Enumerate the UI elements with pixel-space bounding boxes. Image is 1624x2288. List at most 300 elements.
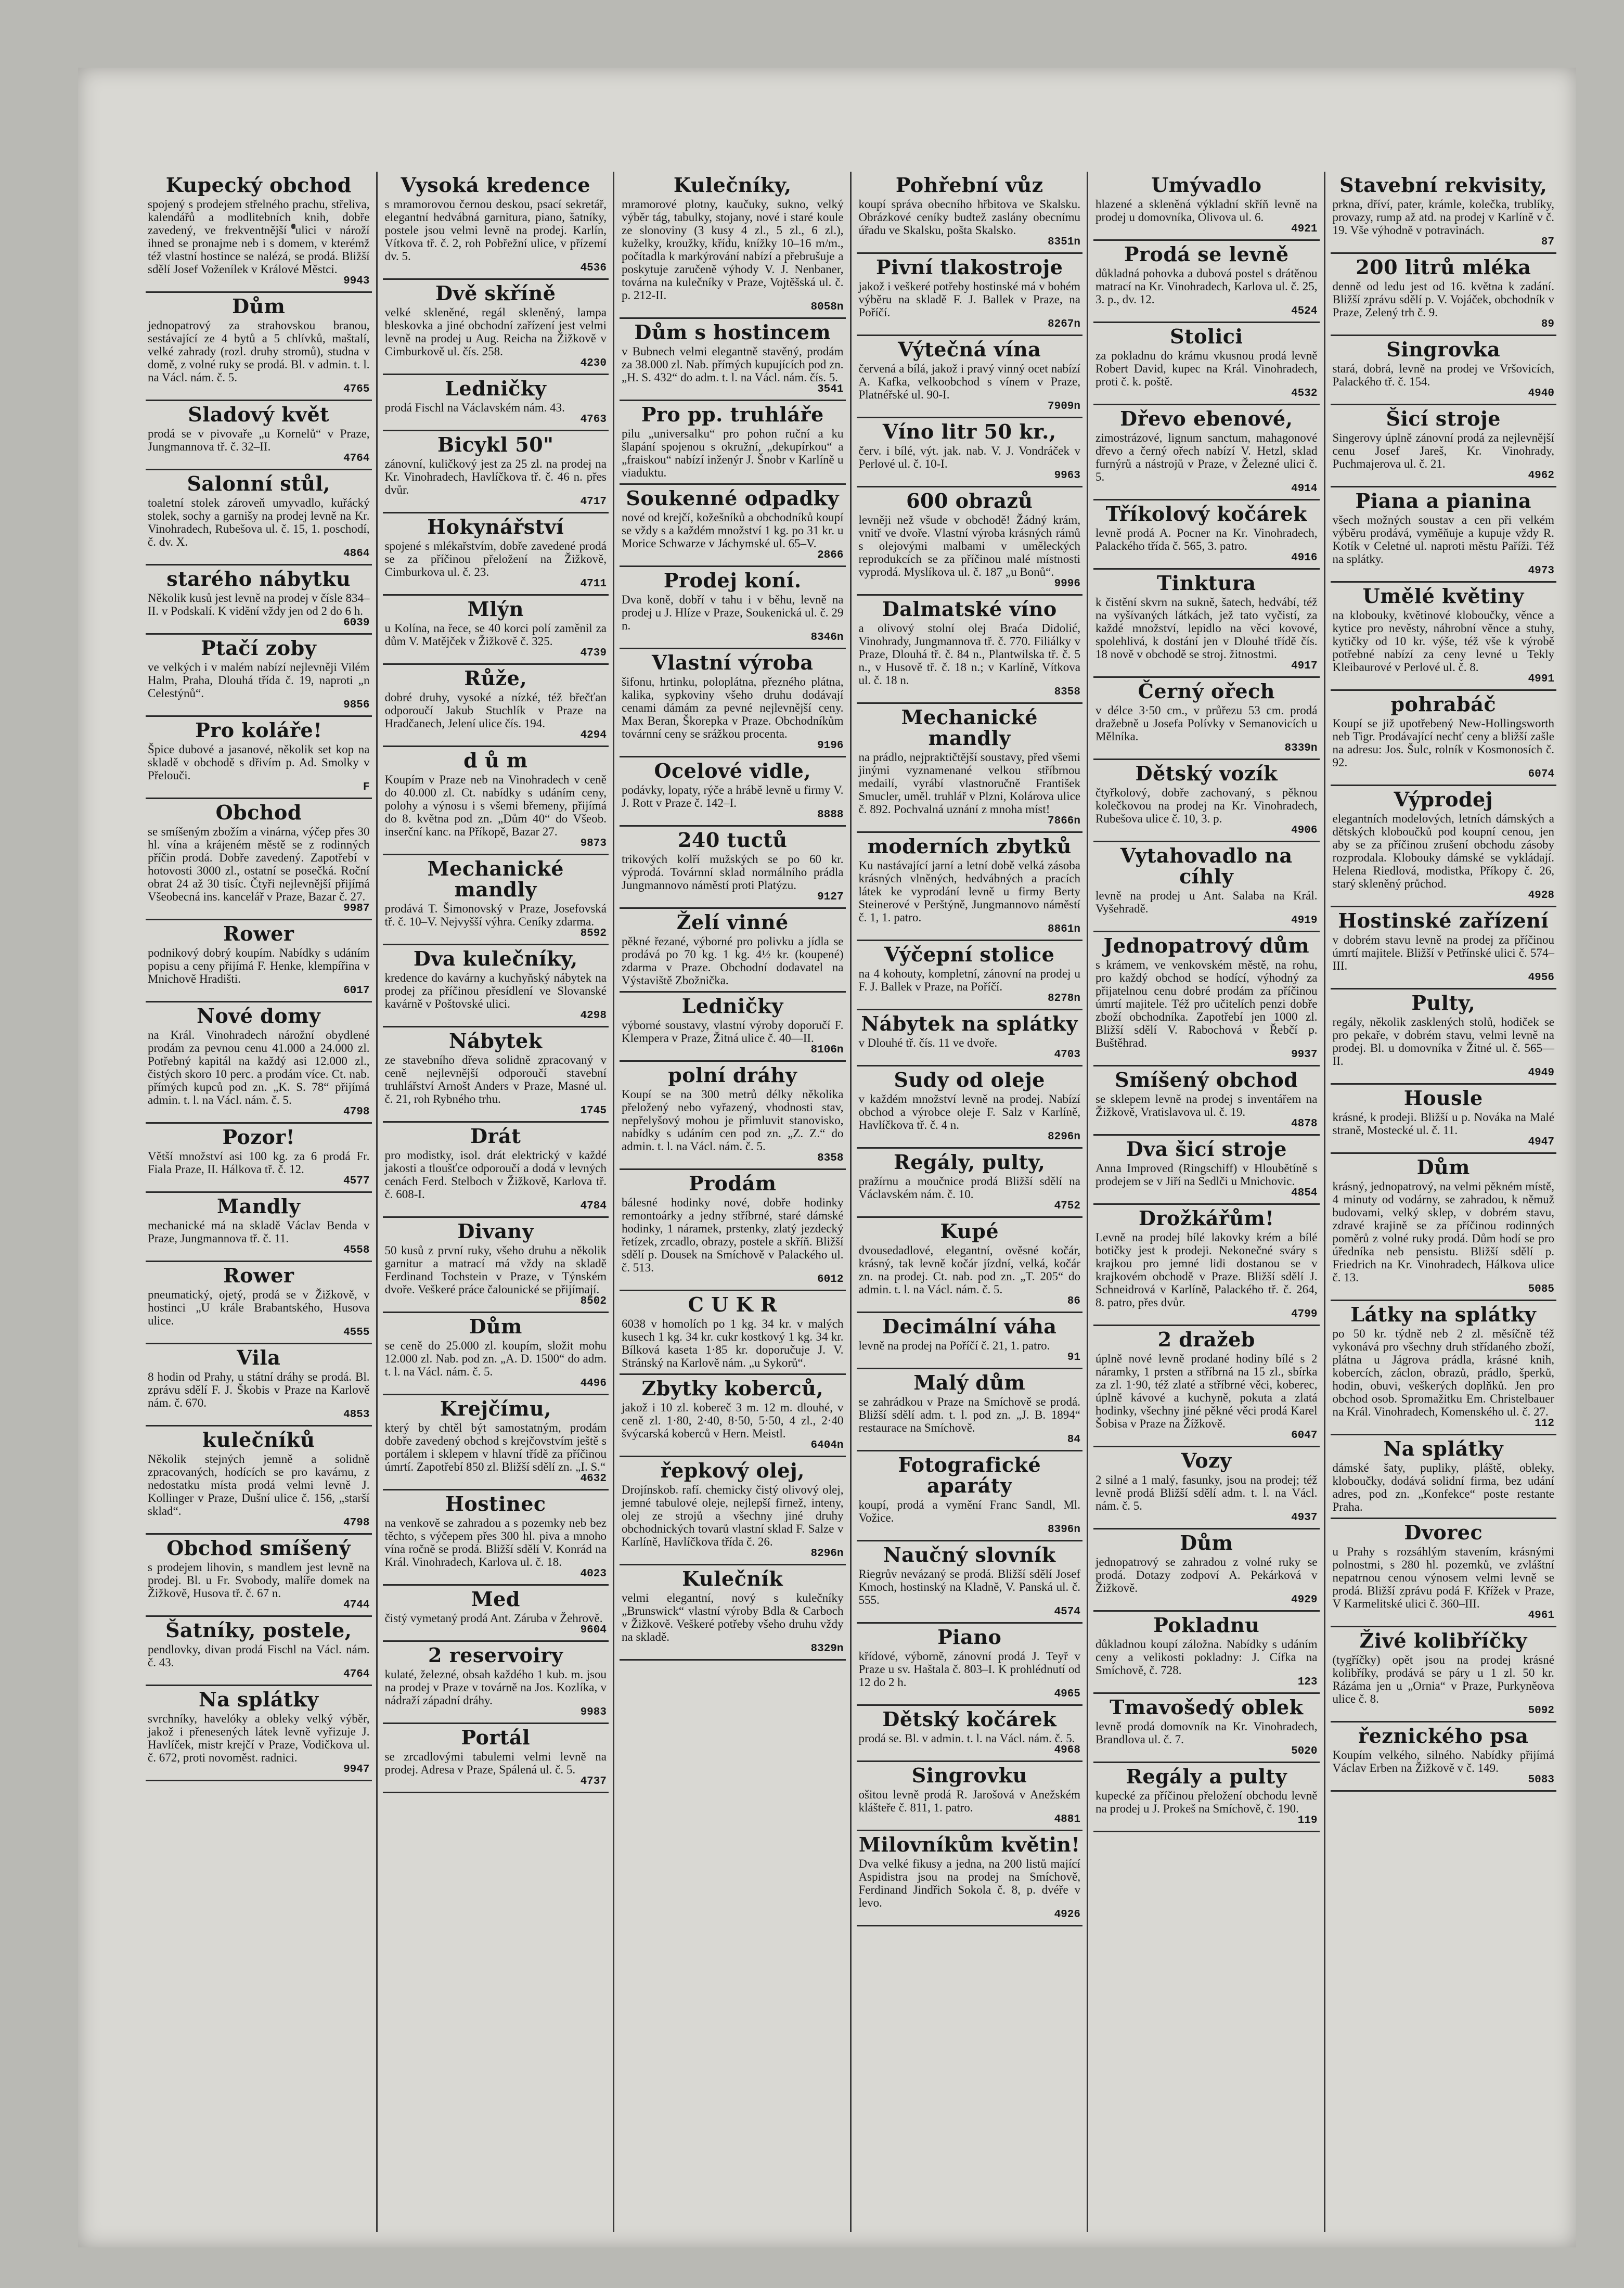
- ad-heading: Pro pp. truhláře: [641, 403, 824, 426]
- ad-text: regály, několik zasklených stolů, hodiček se pro pekaře, v dobrém stavu, velmi levně na prodej. Bl. u domovníka v Žitné ul. č. 565—II.: [1332, 1016, 1554, 1068]
- classified-ad: [1331, 1627, 1557, 1723]
- ad-text: spojený s prodejem střelného prachu, střeliva, kalendářů a modlitebních knih, dobře zavedený, ve frekventnější ulici v nároží ihned se pronajme neb i s domem, v kterémž též vlastní hostince se nalézá, se prodá. Bližší sdělí Josef Voženílek v Králové Městci.: [148, 198, 370, 276]
- ad-text: koupí, prodá a vymění Franc Sandl, Ml. Vožice.: [858, 1498, 1080, 1524]
- ad-text: červená a bílá, jakož i pravý vinný ocet nabízí A. Kafka, velkoobchod s vínem v Praze, Platnéřské ul. 90-I.: [858, 362, 1080, 401]
- ad-heading: Stolici: [1170, 325, 1243, 348]
- ad-heading: Dva kulečníky,: [413, 947, 578, 970]
- classified-ad: [146, 1344, 372, 1426]
- ad-heading: Decimální váha: [882, 1315, 1057, 1338]
- ad-text: za pokladnu do krámu vkusnou prodá levně Robert David, kupec na Král. Vinohradech, proti č. k. poště.: [1095, 349, 1318, 388]
- classified-ad: [620, 1291, 846, 1375]
- ad-text: v každém množství levně na prodej. Nabízí obchod a výrobce oleje F. Salz v Karlíně, Havlíčkova tř. č. 4 n.: [858, 1092, 1080, 1132]
- ad-heading: Regály, pulty,: [894, 1150, 1046, 1174]
- ad-heading: Pozor!: [222, 1125, 295, 1149]
- ad-heading: pohrabáč: [1390, 692, 1497, 716]
- ad-reference-number: 86: [1067, 1295, 1080, 1307]
- ad-reference-number: 4524: [1291, 305, 1318, 317]
- ad-reference-number: 4937: [1291, 1512, 1318, 1524]
- ad-reference-number: 4536: [580, 262, 607, 274]
- ad-reference-number: 4632: [580, 1473, 607, 1485]
- ad-reference-number: 4965: [1054, 1688, 1080, 1700]
- ad-reference-number: 4919: [1291, 915, 1318, 927]
- ad-heading: Hostinec: [445, 1492, 546, 1515]
- ad-text: 50 kusů z první ruky, všeho druhu a několik garnitur a matrací má vždy na skladě Ferdinand Tochstein v Praze, v Týnském dvoře. Veškeré práce čalounické se přijímají.: [384, 1244, 607, 1296]
- ad-heading: moderních zbytků: [867, 834, 1072, 858]
- ad-reference-number: 4799: [1291, 1308, 1318, 1320]
- classified-ad: [857, 336, 1083, 418]
- ad-text: 2 silné a 1 malý, fasunky, jsou na prodej; též levně prodá Bližší sdělí adm. t. l. na Václ. nám. č. 5.: [1095, 1473, 1318, 1512]
- ad-text: křídové, výborně, zánovní prodá J. Teyř v Praze u sv. Haštala č. 803–I. K prohlédnutí od 12 do 2 h.: [858, 1650, 1080, 1689]
- ad-text: elegantních modelových, letních dámských a dětských kloboučků pod koupní cenou, jen aby se za příčinou zrušení obchodu zásoby rozprodala. Klobouky dámské se vykládají. Helena Riedlová, modistka, Příkopy č. 26, starý skleněný průchod.: [1332, 812, 1554, 890]
- ad-text: se smíšeným zbožím a vinárna, výčep přes 30 hl. vína a krájeném městě se z rodinných příčin prodá. Dobře zavedený. Zapotřebí v hotovosti 3000 zl., ostatní se posečká. Roční obrat 24 až 30 tisíc. Čtyři nejlevnější přijímá Všeobecná ins. kancelář v Praze, Bazar č. 27.: [148, 825, 370, 903]
- ad-reference-number: 8358: [1054, 686, 1080, 698]
- ad-text: dvousedadlové, elegantní, ověsné kočár, krásný, tak levně kočár jízdní, velká, kočár zn. na prodej. Ct. nab. pod zn. „T. 205“ do admin. t. l. na Václ. nám. č. 5.: [858, 1244, 1080, 1296]
- ad-text: stará, dobrá, levně na prodej ve Vršovicích, Palackého tř. č. 154.: [1332, 362, 1554, 388]
- classified-ad: [857, 418, 1083, 487]
- classified-ad: [1093, 1326, 1320, 1447]
- ad-heading: 600 obrazů: [906, 489, 1033, 512]
- classified-ad: [1331, 691, 1557, 786]
- ad-reference-number: 8358: [817, 1152, 844, 1164]
- ad-reference-number: 4962: [1528, 470, 1554, 482]
- classified-ad: [1331, 583, 1557, 691]
- ad-text: 8 hodin od Prahy, u státní dráhy se prodá. Bl. zprávu sdělí F. J. Škobis v Praze na Karlově nám. č. 670.: [148, 1370, 370, 1409]
- ad-reference-number: 8058n: [810, 301, 844, 313]
- ad-reference-number: 4961: [1528, 1610, 1554, 1622]
- ad-reference-number: 8278n: [1047, 993, 1080, 1005]
- ad-reference-number: 89: [1541, 318, 1554, 330]
- ad-reference-number: F: [363, 781, 370, 793]
- ad-reference-number: 9604: [580, 1624, 607, 1636]
- ad-text: k čistění skvrn na sukně, šatech, hedvábí, též na vyšívaných látkách, jež tato vyčistí, za každé množství, lepidlo na věci kovové, spolehlivá, k dostání jen v Dlouhé třídě čís. 18 nově v obchodě se stroj. žitnostmi.: [1095, 596, 1318, 661]
- ad-reference-number: 9947: [343, 1764, 370, 1776]
- classified-ad: [857, 1218, 1083, 1313]
- ad-reference-number: 6074: [1528, 768, 1554, 780]
- ad-heading: 2 dražeb: [1157, 1328, 1255, 1351]
- ad-heading: 240 tuctů: [677, 828, 788, 852]
- ad-text: Koupí se již upotřebený New-Hollingsworth neb Tigr. Prodávající nechť ceny a bližší zašle na adresu: Jos. Šulc, rolník v Kosmonosích č. 92.: [1332, 717, 1554, 769]
- classified-ad: [1093, 1529, 1320, 1612]
- ad-text: který by chtěl být samostatným, prodám dobře zavedený obchod s krejčovstvím ještě s portálem i sklepem v hlavní třídě za příčinou úmrtí. Zapotřebí 850 zl. Bližší sdělí zn. „I. S.“: [384, 1421, 607, 1473]
- classified-ad: [1093, 1612, 1320, 1694]
- classified-ad: [1331, 1435, 1557, 1519]
- ad-text: Několik kusů jest levně na prodej v čísle 834–II. v Podskalí. K vidění vždy jen od 2 do 6 h.: [148, 592, 370, 618]
- ad-heading: Vytahovadlo na cíhly: [1120, 844, 1293, 888]
- classified-ad: [146, 717, 372, 799]
- classified-ad: [620, 1375, 846, 1457]
- classified-ad: [1331, 1154, 1557, 1301]
- ad-reference-number: 5083: [1528, 1774, 1554, 1786]
- classified-ad: [857, 254, 1083, 336]
- classified-ad: [620, 485, 846, 567]
- ad-reference-number: 4916: [1291, 552, 1318, 564]
- ad-reference-number: 8396n: [1047, 1524, 1080, 1536]
- ad-reference-number: 4878: [1291, 1118, 1318, 1130]
- ad-text: 6038 v homolích po 1 kg. 34 kr. v malých kusech 1 kg. 34 kr. cukr kostkový 1 kg. 34 kr. Bílková kaseta 1·85 kr. doporučuje J. V. Stránský na Karlově nám. „u Sykorů“.: [622, 1317, 844, 1369]
- ad-heading: Živé kolibříčky: [1359, 1629, 1527, 1652]
- ad-text: zimostrázové, lignum sanctum, mahagonové dřevo a černý ořech nabízí V. Hetzl, sklad furnýrů a nástrojů v Praze, v Železné ulici č. 5.: [1095, 431, 1318, 483]
- ad-heading: Mandly: [217, 1194, 301, 1218]
- ad-heading: Regály a pulty: [1126, 1765, 1287, 1788]
- ad-text: toaletní stolek zároveň umyvadlo, kuřácký stolek, sochy a garnišy na prodej levně na Kr. Vinohradech, Rubešova ul. č. 15, 1. poschodí, č. dv. X.: [148, 496, 370, 548]
- ad-reference-number: 91: [1067, 1352, 1080, 1364]
- ad-reference-number: 9987: [343, 903, 370, 915]
- classified-ad: [146, 172, 372, 293]
- classified-ad: [146, 799, 372, 920]
- ad-reference-number: 7909n: [1047, 401, 1080, 413]
- classified-ad: [383, 1123, 609, 1218]
- ad-heading: C U K R: [688, 1293, 777, 1316]
- ad-reference-number: 8339n: [1284, 742, 1318, 754]
- classified-ad: [146, 1426, 372, 1535]
- ad-text: Drojínskob. rafí. chemicky čistý olivový olej, jemné tabulové oleje, nejlepší firnež, inteny, olej ze strojů a všechny jiné druhy obchodnických tovarů vlastní sklad F. Salze v Karlíně, Havlíčkova třída č. 26.: [622, 1483, 844, 1548]
- ad-reference-number: 4577: [343, 1175, 370, 1187]
- ad-reference-number: 8329n: [810, 1643, 844, 1655]
- classified-ad: [383, 1642, 609, 1724]
- ad-heading: Ocelové vidle,: [654, 759, 811, 782]
- classified-ad: [620, 1170, 846, 1291]
- ad-heading: Kupé: [940, 1219, 999, 1243]
- ad-heading: Mlýn: [467, 597, 524, 621]
- ad-text: pendlovky, divan prodá Fischl na Václ. nám. č. 43.: [148, 1643, 370, 1669]
- ad-reference-number: 4798: [343, 1106, 370, 1118]
- ad-heading: Rower: [223, 1264, 294, 1287]
- classified-ad: [1331, 1085, 1557, 1154]
- classified-ad: [620, 319, 846, 401]
- ad-text: úplně nové levně prodané hodiny bílé s 2 náramky, 1 prsten a stříbrná na 15 zl., sbírka za zl. 1·90, též zlaté a stříbrné věci, koberec, úplně kávové a kuchyně, pokuta a zlatá hodinky, všechny jiné pěkné věci prodá Karel Šobisa v Praze na Žížkově.: [1095, 1352, 1318, 1430]
- classified-ad: [857, 1451, 1083, 1541]
- classified-ad: [146, 635, 372, 717]
- ad-heading: Tmavošedý oblek: [1110, 1695, 1304, 1719]
- ad-text: krásný, jednopatrový, na velmi pěkném místě, 4 minuty od vodárny, se zahradou, k němuž budovami, velký sklep, v dobrém stavu, zdravé krajině se za příčinou rodinných poměrů z volné ruky prodá. Dům hodí se pro úředníka neb pensistu. Bližší sdělí p. Friedrich na Kr. Vinohradech, Hálkova ulice č. 13.: [1332, 1180, 1554, 1284]
- ad-heading: Naučný slovník: [883, 1543, 1056, 1566]
- ad-reference-number: 4763: [580, 414, 607, 426]
- ad-heading: Vila: [237, 1346, 281, 1369]
- ad-reference-number: 4854: [1291, 1187, 1318, 1199]
- classified-ad: [146, 1124, 372, 1193]
- ad-text: Koupí se na 300 metrů délky několika přeložený nebo vyřazený, vhodnosti stav, nepřelyšový mohou je přimluvit stanovisko, nabídky s udáním cen pod zn. „Z. Z.“ do admin. t. l. na Václ. nám. č. 5.: [622, 1088, 844, 1153]
- ad-reference-number: 4914: [1291, 483, 1318, 495]
- ad-column: [146, 172, 378, 2232]
- ad-reference-number: 119: [1297, 1815, 1318, 1827]
- ad-reference-number: 9996: [1054, 578, 1080, 590]
- ad-text: v délce 3·50 cm., v průřezu 53 cm. prodá dražebně u Josefa Polívky v Semanovicích u Mělníka.: [1095, 704, 1318, 743]
- ad-reference-number: 6047: [1291, 1430, 1318, 1442]
- ad-reference-number: 4929: [1291, 1594, 1318, 1606]
- ad-text: zánovní, kuličkový jest za 25 zl. na prodej na Kr. Vinohradech, Havlíčkova tř. č. 46 n. přes dvůr.: [384, 457, 607, 496]
- ad-text: podávky, lopaty, rýče a hrábě levně u firmy V. J. Rott v Praze č. 142–I.: [622, 783, 844, 809]
- ad-heading: Hokynářství: [427, 515, 564, 538]
- ad-heading: Pro koláře!: [195, 718, 323, 742]
- ad-heading: Ptačí zoby: [201, 636, 317, 660]
- ad-reference-number: 8351n: [1047, 236, 1080, 248]
- classified-ad: [1331, 786, 1557, 907]
- ad-heading: Sladový květ: [188, 403, 330, 426]
- ad-reference-number: 4906: [1291, 825, 1318, 837]
- ad-heading: Dřevo ebenové,: [1120, 407, 1293, 430]
- ad-heading: Výtečná vína: [898, 338, 1041, 361]
- classified-ad: [146, 470, 372, 565]
- ad-reference-number: 6017: [343, 985, 370, 997]
- ad-text: ze stavebního dřeva solidně zpracovaný v ceně nejlevnější odporoučí stavební truhlářství Arnošt Anders v Praze, Masné ul. č. 21, roh Rybného trhu.: [384, 1053, 607, 1106]
- ad-text: levněji než všude v obchodě! Žádný krám, vnitř ve dvoře. Vlastní výroba krásných rámů s olejovými malbami v uměleckých reprodukcích se za příčinou malé místnosti vyprodá. Myslíkova ul. č. 187 „u Bonů“.: [858, 513, 1080, 579]
- classified-ad: [1093, 1205, 1320, 1326]
- ad-text: pěkné řezané, výborné pro polivku a jídla se prodává po 70 kg. 1 kg. 4½ kr. (koupené) zdarma v Praze. Obchodní dodavatel na Výstaviště Zbožnička.: [622, 935, 844, 987]
- ad-heading: Smíšený obchod: [1115, 1068, 1298, 1091]
- classified-ad: [1331, 336, 1557, 405]
- classified-ad: [383, 855, 609, 945]
- ad-heading: Prodám: [689, 1172, 777, 1195]
- ad-reference-number: 8861n: [1047, 923, 1080, 935]
- ad-heading: Drát: [470, 1124, 521, 1148]
- classified-ad: [1093, 570, 1320, 678]
- classified-ad: [1093, 1763, 1320, 1832]
- ad-heading: Fotografické aparáty: [898, 1453, 1041, 1497]
- ad-reference-number: 4926: [1054, 1909, 1080, 1921]
- classified-ad: [857, 596, 1083, 704]
- ad-reference-number: 4555: [343, 1327, 370, 1339]
- ad-heading: Kupecký obchod: [165, 173, 352, 197]
- ad-reference-number: 6039: [343, 617, 370, 629]
- ad-heading: Ledničky: [681, 994, 783, 1018]
- ad-heading: Dům: [1180, 1531, 1233, 1554]
- ad-reference-number: 4298: [580, 1010, 607, 1022]
- ad-heading: Na splátky: [198, 1688, 319, 1711]
- classified-ad: [383, 945, 609, 1027]
- ad-heading: Malý dům: [913, 1371, 1026, 1394]
- classified-ad: [857, 172, 1083, 254]
- ad-text: Dva velké fikusy a jedna, na 200 listů mající Aspidistra jsou na prodej na Smíchově, Ferdinand Jindřich Sokola č. 8, p. dvéře v levo.: [858, 1857, 1080, 1909]
- ad-reference-number: 4703: [1054, 1049, 1080, 1061]
- classified-ad: [857, 487, 1083, 596]
- classified-ad: [1331, 172, 1557, 254]
- ad-heading: Ledničky: [445, 377, 547, 400]
- classified-ad: [383, 172, 609, 280]
- ad-heading: Dvorec: [1404, 1521, 1483, 1544]
- ad-text: v Dlouhé tř. čís. 11 ve dvoře.: [858, 1036, 998, 1049]
- classified-ads-grid: [146, 172, 1561, 2232]
- ad-reference-number: 4737: [580, 1776, 607, 1788]
- ad-reference-number: 112: [1535, 1418, 1554, 1430]
- ad-text: nové od krejčí, kožešníků a obchodníků koupí se vždy s a každém množství 1 kg. po 31 kr. u Morice Schwarze v Jáchymské ul. 65–V.: [622, 511, 844, 550]
- ad-text: Dva koně, dobří v tahu i v běhu, levně na prodej u J. Hlíze v Praze, Soukenická ul. č. 29 n.: [622, 593, 844, 632]
- ad-text: Anna Improved (Ringschiff) v Hloubětíně s prodejem se v Jiří na Sedlči u Mnichovic.: [1095, 1162, 1318, 1188]
- classified-ad: [1093, 172, 1320, 241]
- ad-text: se zrcadlovými tabulemi velmi levně na prodej. Adresa v Praze, Spálená ul. č. 5.: [384, 1750, 607, 1776]
- classified-ad: [857, 1831, 1083, 1926]
- ad-text: s mramorovou černou deskou, psací sekretář, elegantní hedvábná garnitura, piano, šatníky, postele jsou velmi levně na prodej. Karlín, Vítkova tř. č. 2, roh Pobřežní ulice, v přízemí dv. 5.: [384, 198, 607, 263]
- ad-text: ošitou levně prodá R. Jarošová v Anežském klášteře č. 811, 1. patro.: [858, 1788, 1080, 1814]
- ad-heading: Mechanické mandly: [901, 705, 1038, 750]
- ad-heading: Pivní tlakostroje: [876, 255, 1063, 279]
- ad-reference-number: 5085: [1528, 1283, 1554, 1295]
- ad-text: krásné, k prodeji. Bližší u p. Nováka na Malé straně, Mostecké ul. č. 11.: [1332, 1111, 1554, 1137]
- ad-text: v dobrém stavu levně na prodej za příčinou úmrtí majitele. Bližší v Petřínské ulici č. 574–III.: [1332, 933, 1554, 972]
- classified-ad: [1331, 1723, 1557, 1792]
- classified-ad: [620, 1062, 846, 1170]
- ad-heading: Dvě skříně: [435, 281, 556, 305]
- ad-heading: Hostinské zařízení: [1338, 909, 1549, 932]
- ad-heading: Divany: [457, 1219, 534, 1243]
- classified-ad: [620, 567, 846, 649]
- ad-reference-number: 4928: [1528, 890, 1554, 902]
- classified-ad: [857, 1066, 1083, 1149]
- classified-ad: [1331, 907, 1557, 989]
- ad-text: mechanické má na skladě Václav Benda v Praze, Jungmannova tř. č. 11.: [148, 1219, 370, 1245]
- ad-column: [383, 172, 615, 2232]
- ad-text: pro modistky, isol. drát elektrický v každé jakosti a tloušťce odporoučí a dodá v levných cenách Ferd. Stelboch v Žižkově, Karlova tř. č. 608-I.: [384, 1149, 607, 1201]
- classified-ad: [146, 293, 372, 401]
- ad-reference-number: 123: [1297, 1676, 1318, 1688]
- ad-text: na venkově se zahradou a s pozemky neb bez těchto, s výčepem přes 300 hl. piva a mnoho vína ročně se prodá. Bližší sdělí V. Konrád na Král. Vinohradech, Karlova ul. č. 18.: [384, 1516, 607, 1569]
- ad-heading: Dům: [1416, 1155, 1470, 1179]
- ad-text: výborné soustavy, vlastní výroby doporučí F. Klempera v Praze, Žitná ulice č. 40—II.: [622, 1019, 844, 1045]
- ad-text: trikových kolří mužských se po 60 kr. výprodá. Továrnní sklad normálního prádla Jungmannovo náměstí proti Platýzu.: [622, 853, 844, 892]
- ad-reference-number: 4947: [1528, 1136, 1554, 1148]
- ad-reference-number: 4711: [580, 578, 607, 590]
- ad-text: s prodejem lihovin, s mandlem jest levně na prodej. Bl. u Fr. Svobody, malíře domek na Žižkově, Husova tř. č. 67 n.: [148, 1561, 370, 1600]
- classified-ad: [620, 827, 846, 909]
- ad-column: [857, 172, 1089, 2232]
- classified-ad: [383, 1395, 609, 1490]
- ad-heading: Umělé květiny: [1362, 584, 1524, 608]
- ad-text: jakož i veškeré potřeby hostinské má v bohém výběru na skladě F. J. Ballek v Praze, na Poříčí.: [858, 280, 1080, 319]
- classified-ad: [857, 941, 1083, 1010]
- classified-ad: [620, 993, 846, 1062]
- ad-reference-number: 8106n: [810, 1044, 844, 1056]
- ad-heading: Prodej koní.: [663, 569, 802, 592]
- ad-text: kredence do kavárny a kuchyňský nábytek na prodej za příčinou přesídlení ve Slovanské kavárně v Poštovské ulici.: [384, 971, 607, 1010]
- ad-heading: starého nábytku: [166, 567, 351, 590]
- ad-heading: řeznického psa: [1358, 1724, 1529, 1747]
- ad-text: pražírnu a moučnice prodá Bližší sdělí na Václavském nám. č. 10.: [858, 1175, 1080, 1201]
- classified-ad: [383, 596, 609, 665]
- ad-column: [620, 172, 852, 2232]
- ad-heading: Pokladnu: [1153, 1613, 1260, 1637]
- ad-heading: Pohřební vůz: [895, 173, 1043, 197]
- ad-text: Singerovy úplně zánovní prodá za nejlevnější cenu Josef Jareš, Kr. Vinohrady, Puchmajerova ul. č. 21.: [1332, 431, 1554, 470]
- ad-reference-number: 4739: [580, 647, 607, 659]
- ad-heading: Soukenné odpadky: [626, 486, 840, 510]
- classified-ad: [857, 704, 1083, 833]
- ad-text: na klobouky, květinové kloboučky, věnce a kytice pro nevěsty, náhrobní věnce a stuhy, kytičky od 10 kr. výše, též vše k výrobě potřebné nabízí za ceny levné u Tekly Kleibaurové v Perlové ul. č. 8.: [1332, 609, 1554, 674]
- ad-reference-number: 4917: [1291, 660, 1318, 672]
- classified-ad: [620, 1457, 846, 1565]
- ad-text: kupecké za příčinou přeložení obchodu levně na prodej u J. Prokeš na Smíchově, č. 190.: [1095, 1789, 1318, 1815]
- ad-heading: Tinktura: [1157, 571, 1256, 595]
- ad-heading: Výprodej: [1394, 788, 1493, 811]
- ad-reference-number: 5020: [1291, 1745, 1318, 1757]
- ad-heading: Singrovku: [911, 1764, 1027, 1787]
- classified-ad: [383, 1027, 609, 1123]
- classified-ad: [146, 920, 372, 1002]
- ad-heading: Nové domy: [197, 1004, 321, 1027]
- ad-text: spojené s mlékařstvím, dobře zavedené prodá se za příčinou přeložení na Žižkově, Cimburkova ul. č. 23.: [384, 539, 607, 579]
- classified-ad: [146, 1617, 372, 1686]
- ad-text: u Prahy s rozsáhlým stavením, krásnými polnostmi, s 280 hl. pozemků, ve zvláštní nepatrnou cenou výnosem velmi levně se prodá. Bližší zprávu podá F. Křížek v Praze, V Karmelitské ulici č. 360–III.: [1332, 1545, 1554, 1610]
- ad-text: levně prodá A. Pocner na Kr. Vinohradech, Palackého třída č. 565, 3. patro.: [1095, 526, 1318, 552]
- ad-reference-number: 4532: [1291, 388, 1318, 400]
- ad-heading: Singrovka: [1386, 338, 1501, 361]
- ad-heading: Nábytek na splátky: [861, 1012, 1078, 1035]
- ad-heading: Kulečníky,: [673, 173, 792, 197]
- ad-heading: Umývadlo: [1151, 173, 1262, 197]
- ad-reference-number: 1745: [580, 1105, 607, 1117]
- ad-text: prodá se v pivovaře „u Kornelů“ v Praze, Jungmannova tř. č. 32–II.: [148, 427, 370, 453]
- ad-heading: Dům: [232, 294, 286, 318]
- classified-ad: [857, 1624, 1083, 1706]
- classified-ad: [620, 1565, 846, 1661]
- classified-ad: [146, 1262, 372, 1344]
- ad-heading: Mechanické mandly: [427, 857, 564, 901]
- ad-text: mramorové plotny, kaučuky, sukno, velký výběr tág, tabulky, stojany, nové i staré koule ze slonoviny (3 kusy 4 zl., 5 zl., 6 zl.), kuželky, kroužky, křídu, knížky 10–16 m/m., počítadla k markýrování nabízí a přebrušuje a poskytuje zaručeně výhody V. J. Nenbaner, továrna na kulečníky v Praze, Vojtěšská ul. č. p. 212-II.: [622, 198, 844, 302]
- ad-text: velké skleněné, regál skleněný, lampa bleskovka a jiné obchodní zařízení jest velmi levně na prodej u Aug. Reicha na Žižkově v Cimburkově ul. čís. 258.: [384, 306, 607, 358]
- ad-reference-number: 8502: [580, 1295, 607, 1307]
- ad-text: s krámem, ve venkovském městě, na rohu, pro každý obchod se hodící, výhodný za přijatelnou cenu dobré prodám za příčinou úmrtí majitele. Též pro učitelích penzi dobře zboží obchodníka. Zapotřebí jen 1000 zl. Bližší sdělí V. Rabochová v Řebčí p. Buštěhrad.: [1095, 958, 1318, 1049]
- ad-reference-number: 4864: [343, 548, 370, 560]
- ad-text: důkladná pohovka a dubová postel s drátěnou matrací na Kr. Vinohradech, Karlova ul. č. 25, 3. p., dv. 12.: [1095, 267, 1318, 306]
- classified-ad: [383, 1586, 609, 1642]
- classified-ad: [1093, 500, 1320, 570]
- classified-ad: [383, 665, 609, 747]
- ad-reference-number: 9963: [1054, 470, 1080, 482]
- ad-reference-number: 2866: [817, 549, 844, 561]
- classified-ad: [857, 1313, 1083, 1369]
- classified-ad: [1093, 932, 1320, 1066]
- ad-heading: Obchod smíšený: [166, 1536, 351, 1560]
- ad-reference-number: 9127: [817, 891, 844, 903]
- ad-heading: Dětský kočárek: [882, 1707, 1057, 1731]
- ad-text: denně od ledu jest od 16. května k zadání. Bližší zprávu sdělí p. V. Vojáček, obchodník v Praze, Zelený trh č. 9.: [1332, 280, 1554, 319]
- classified-ad: [1093, 1694, 1320, 1763]
- ad-reference-number: 4496: [580, 1378, 607, 1390]
- ad-heading: Salonní stůl,: [187, 472, 330, 495]
- ad-text: koupí správa obecního hřbitova ve Skalsku. Obrázkové ceníky budtež zaslány obecnímu úřadu ve Skalsku, pošta Skalsko.: [858, 198, 1080, 237]
- ad-reference-number: 9873: [580, 838, 607, 850]
- ad-text: bálesné hodinky nové, dobře hodinky remontoárky a jedny stříbrné, staré dámské hodinky, 1 náramek, prstenky, zlatý jezdecký řetízek, zrcadlo, obrazy, postele a skříň. Bližší sdělí p. Dousek na Smíchově v Palackého ul. č. 513.: [622, 1196, 844, 1274]
- ad-reference-number: 4752: [1054, 1200, 1080, 1212]
- ad-heading: Černý ořech: [1138, 679, 1275, 703]
- classified-ad: [383, 280, 609, 375]
- classified-ad: [620, 909, 846, 993]
- ad-text: jakož i 10 zl. kobereč 3 m. 12 m. dlouhé, v ceně zl. 1·80, 2·40, 8·50, 5·50, 4 zl., 2·40 švýcarská koberců v Hern. Meistl.: [622, 1401, 844, 1440]
- ad-heading: kulečníků: [202, 1428, 315, 1451]
- ad-heading: Vysoká kredence: [401, 173, 591, 197]
- ad-heading: Šatníky, postele,: [165, 1618, 352, 1642]
- ad-text: (tygříčky) opět jsou na prodej krásné kolibříky, prodává se páry u 1 zl. 50 kr. Rázáma jen u „Ornia“ v Praze, Purkyněova ulice č. 8.: [1332, 1653, 1554, 1705]
- ad-reference-number: 4881: [1054, 1814, 1080, 1826]
- ad-heading: Dětský vozík: [1135, 762, 1278, 785]
- ad-reference-number: 4968: [1054, 1744, 1080, 1756]
- ad-reference-number: 84: [1067, 1434, 1080, 1446]
- ad-text: v Bubnech velmi elegantně stavěný, prodám za 38.000 zl. Nab. přímých kupujících pod zn. „H. S. 432“ do adm. t. l. na Václ. nám. čís. 5.: [622, 345, 844, 384]
- ad-heading: Rower: [223, 922, 294, 945]
- ad-heading: Látky na splátky: [1350, 1303, 1537, 1326]
- ad-reference-number: 5092: [1528, 1705, 1554, 1717]
- ad-text: na prádlo, nejpraktičtější soustavy, před všemi jinými vyznamenané velkou stříbrnou medailí, vyrábí vlastnoručně František Smucler, uměl. truhlář v Plzni, Kolárova ulice č. 892. Pochvalná uznání z mnoha míst!: [858, 751, 1080, 816]
- ad-heading: Želí vinné: [676, 910, 789, 934]
- ad-reference-number: 9983: [580, 1706, 607, 1718]
- ad-text: pneumatický, ojetý, prodá se v Žižkově, v hostinci „U krále Brabantského, Husova ulice.: [148, 1288, 370, 1327]
- ad-text: Koupím velkého, silného. Nabídky přijímá Václav Erben na Žižkově v č. 149.: [1332, 1749, 1554, 1775]
- classified-ad: [146, 1193, 372, 1262]
- ad-heading: Stavební rekvisity,: [1339, 173, 1548, 197]
- ad-text: Riegrův nevázaný se prodá. Bližší sdělí Josef Kmoch, hostinský na Kladně, V. Panská ul. č. 555.: [858, 1567, 1080, 1606]
- ad-text: se sklepem levně na prodej s inventářem na Žižkově, Vratislavova ul. č. 19.: [1095, 1092, 1318, 1119]
- ad-reference-number: 4717: [580, 496, 607, 508]
- ad-reference-number: 4764: [343, 453, 370, 465]
- ad-reference-number: 4949: [1528, 1067, 1554, 1079]
